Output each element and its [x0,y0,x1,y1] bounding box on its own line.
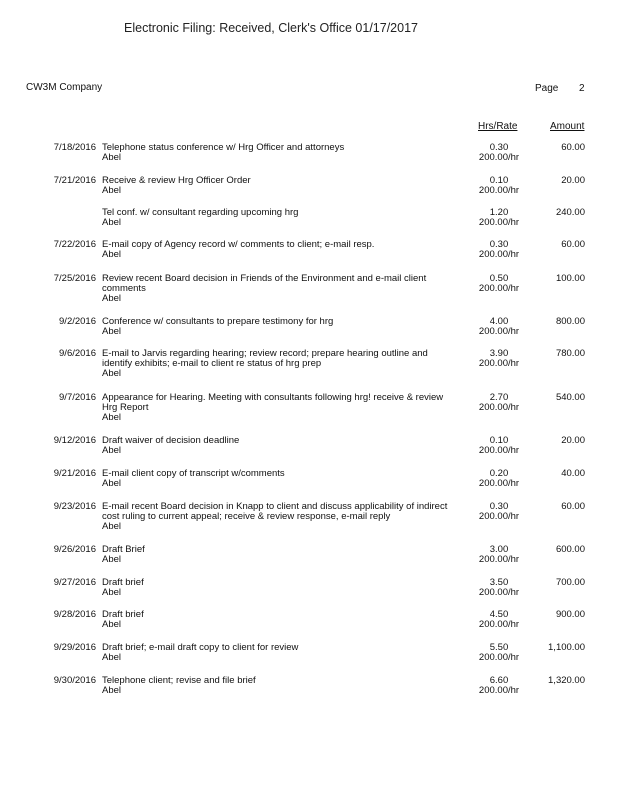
entry-hours-rate [462,349,536,369]
entry-description [102,436,454,456]
entry-hours-rate [462,502,536,522]
entry-hours-rate [462,643,536,663]
entry-rate: 200.00/hr [478,445,520,456]
entry-amount: 780.00 [555,348,585,359]
entry-date: 7/18/2016 [53,142,96,153]
entry-rate: 200.00/hr [478,249,520,260]
entry-description-text: Draft brief [102,577,144,588]
entry-hours: 3.90 [489,348,509,359]
entry-timekeeper: Abel [102,249,122,260]
entry-hours: 2.70 [489,392,509,403]
entry-timekeeper: Abel [102,445,122,456]
entry-description [102,317,454,337]
entry-description-text: Appearance for Hearing. Meeting with consultants following hrg! receive & review Hrg Report [102,392,444,413]
entry-hours: 0.30 [489,239,509,250]
entry-description [102,393,454,423]
entry-amount: 800.00 [555,316,585,327]
entry-amount: 60.00 [561,239,585,250]
entry-timekeeper: Abel [102,368,122,379]
entry-date: 9/6/2016 [59,348,96,359]
entry-description [102,676,454,696]
entry-amount: 40.00 [561,468,585,479]
entry-timekeeper: Abel [102,619,122,630]
entry-description [102,240,454,260]
column-header-rate: Hrs/Rate [478,121,518,132]
entry-rate: 200.00/hr [478,587,520,598]
entry-rate: 200.00/hr [478,652,520,663]
entry-description-text: Receive & review Hrg Officer Order [102,175,251,186]
page-number: 2 [579,83,585,94]
entry-description-text: E-mail to Jarvis regarding hearing; review record; prepare hearing outline and identify exhibits; e-mail to client re status of hrg prep [102,348,428,369]
entry-hours-rate [462,469,536,489]
entry-description [102,643,454,663]
entry-date: 7/21/2016 [53,175,96,186]
entry-hours-rate [462,143,536,163]
entry-hours: 0.10 [489,175,509,186]
entry-amount: 900.00 [555,609,585,620]
entry-description [102,610,454,630]
entry-amount: 540.00 [555,392,585,403]
entry-description-text: Telephone status conference w/ Hrg Officer and attorneys [102,142,345,153]
entry-hours: 0.50 [489,273,509,284]
entry-date: 9/7/2016 [59,392,96,403]
entry-rate: 200.00/hr [478,152,520,163]
entry-timekeeper: Abel [102,326,122,337]
entry-date: 9/29/2016 [53,642,96,653]
entry-hours-rate [462,545,536,565]
entry-amount: 20.00 [561,435,585,446]
entry-hours: 4.50 [489,609,509,620]
entry-hours-rate [462,240,536,260]
entry-description-text: Conference w/ consultants to prepare testimony for hrg [102,316,334,327]
entry-hours: 5.50 [489,642,509,653]
entry-timekeeper: Abel [102,217,122,228]
entry-date: 7/25/2016 [53,273,96,284]
entry-description-text: Draft waiver of decision deadline [102,435,240,446]
entry-description [102,274,454,304]
entry-rate: 200.00/hr [478,402,520,413]
entry-description-text: E-mail client copy of transcript w/comments [102,468,285,479]
entry-date: 9/21/2016 [53,468,96,479]
entry-hours: 4.00 [489,316,509,327]
page-label: Page [535,83,559,94]
entry-description-text: Draft brief; e-mail draft copy to client for review [102,642,299,653]
entry-date: 9/12/2016 [53,435,96,446]
entry-date: 9/26/2016 [53,544,96,555]
entry-hours-rate [462,274,536,294]
entry-description-text: E-mail recent Board decision in Knapp to client and discuss applicability of indirect cost ruling to current appeal; receive & review response, e-mail reply [102,501,448,522]
entry-rate: 200.00/hr [478,326,520,337]
entry-amount: 100.00 [555,273,585,284]
entry-hours-rate [462,208,536,228]
entry-hours-rate [462,676,536,696]
entry-timekeeper: Abel [102,293,122,304]
entry-description [102,578,454,598]
entry-date: 9/23/2016 [53,501,96,512]
entry-timekeeper: Abel [102,685,122,696]
entry-amount: 20.00 [561,175,585,186]
entry-rate: 200.00/hr [478,478,520,489]
entry-hours: 3.00 [489,544,509,555]
entry-rate: 200.00/hr [478,358,520,369]
entry-rate: 200.00/hr [478,511,520,522]
entry-amount: 700.00 [555,577,585,588]
entry-amount: 1,320.00 [548,675,585,686]
entry-description-text: Review recent Board decision in Friends of the Environment and e-mail client comments [102,273,427,294]
entry-hours-rate [462,176,536,196]
entry-amount: 1,100.00 [548,642,585,653]
entry-hours: 0.30 [489,142,509,153]
entry-hours: 0.30 [489,501,509,512]
entry-description [102,502,454,532]
entry-timekeeper: Abel [102,152,122,163]
entry-hours-rate [462,317,536,337]
entry-description [102,143,454,163]
entry-date: 7/22/2016 [53,239,96,250]
entry-hours-rate [462,436,536,456]
entry-timekeeper: Abel [102,412,122,423]
entry-hours: 3.50 [489,577,509,588]
entry-rate: 200.00/hr [478,554,520,565]
entry-hours: 0.10 [489,435,509,446]
entry-rate: 200.00/hr [478,217,520,228]
entry-date: 9/2/2016 [59,316,96,327]
entry-rate: 200.00/hr [478,685,520,696]
filing-stamp: Electronic Filing: Received, Clerk's Office 01/17/2017 [124,21,418,35]
entry-hours-rate [462,393,536,413]
entry-description-text: Tel conf. w/ consultant regarding upcoming hrg [102,207,299,218]
entry-rate: 200.00/hr [478,185,520,196]
entry-description [102,208,454,228]
entry-amount: 60.00 [561,501,585,512]
entry-description-text: Draft Brief [102,544,145,555]
entry-description [102,176,454,196]
entry-hours-rate [462,610,536,630]
entry-timekeeper: Abel [102,652,122,663]
firm-name: CW3M Company [26,82,103,93]
entry-description [102,349,454,379]
entry-hours: 0.20 [489,468,509,479]
entry-timekeeper: Abel [102,185,122,196]
entry-date: 9/27/2016 [53,577,96,588]
entry-date: 9/28/2016 [53,609,96,620]
entry-amount: 600.00 [555,544,585,555]
entry-hours-rate [462,578,536,598]
entry-date: 9/30/2016 [53,675,96,686]
entry-timekeeper: Abel [102,554,122,565]
entry-description-text: Telephone client; revise and file brief [102,675,256,686]
entry-description-text: Draft brief [102,609,144,620]
entry-rate: 200.00/hr [478,619,520,630]
entry-amount: 240.00 [555,207,585,218]
entry-hours: 6.60 [489,675,509,686]
entry-description [102,545,454,565]
entry-hours: 1.20 [489,207,509,218]
entry-description-text: E-mail copy of Agency record w/ comments to client; e-mail resp. [102,239,375,250]
entry-amount: 60.00 [561,142,585,153]
entry-description [102,469,454,489]
entry-timekeeper: Abel [102,587,122,598]
entry-timekeeper: Abel [102,478,122,489]
entry-timekeeper: Abel [102,521,122,532]
column-header-amount: Amount [550,121,585,132]
entry-rate: 200.00/hr [478,283,520,294]
